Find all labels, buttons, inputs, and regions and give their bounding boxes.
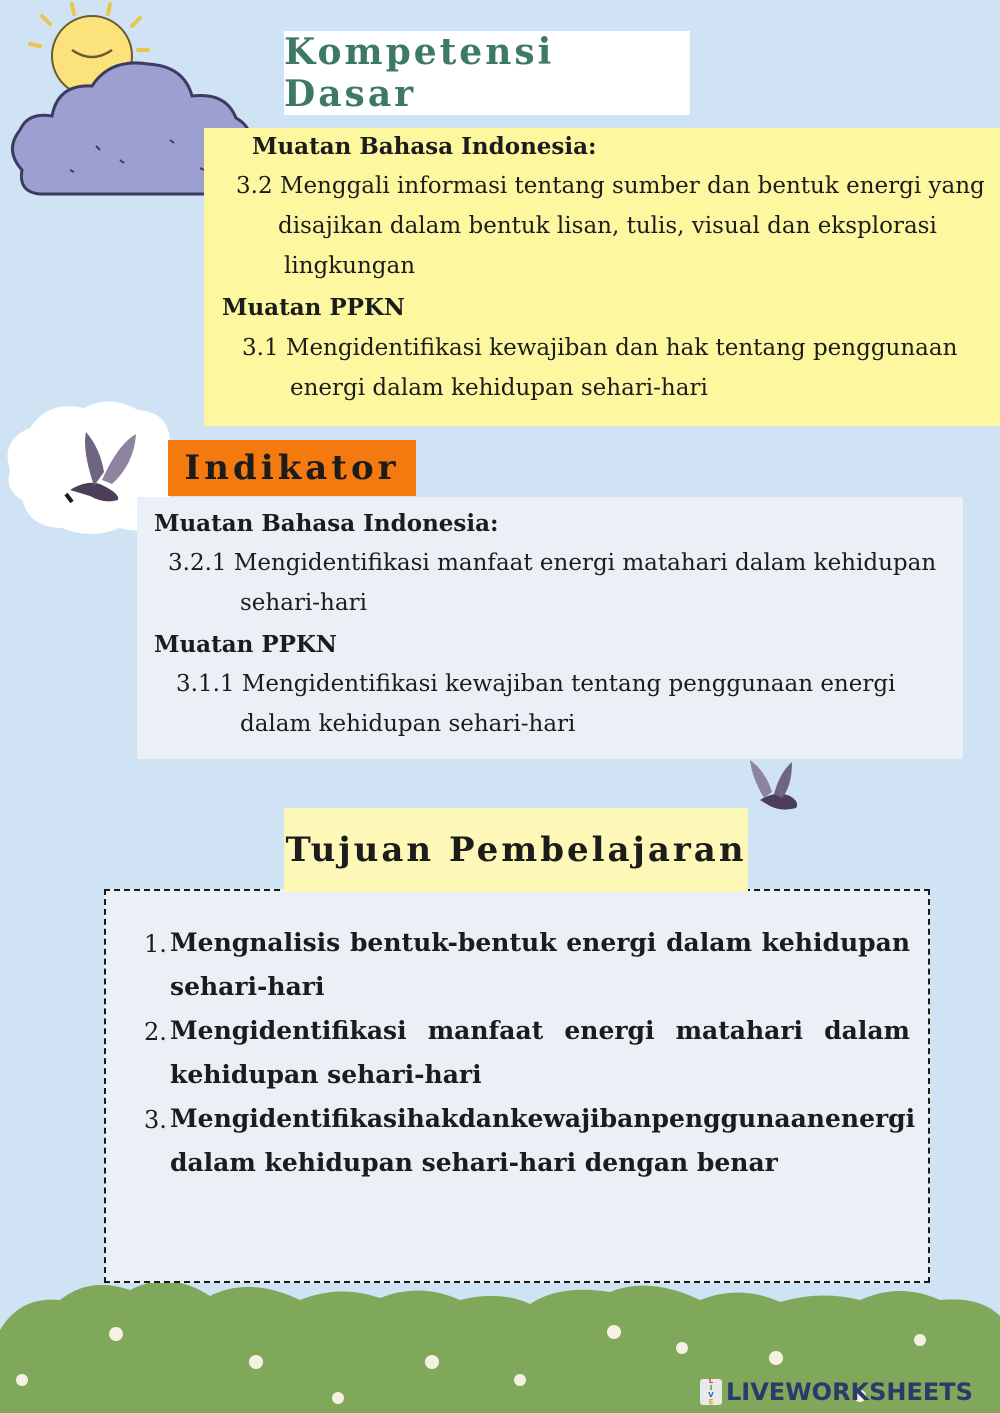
tujuan-item-line: kehidupan sehari-hari [170, 1060, 482, 1089]
tujuan-item-line: sehari-hari [170, 972, 325, 1001]
tujuan-word: Mengidentifikasi [170, 1016, 407, 1045]
tujuan-title: Tujuan Pembelajaran [285, 830, 747, 870]
tujuan-item-line [170, 928, 910, 957]
tujuan-word: energi [564, 1016, 655, 1045]
logo-badge-icon: L I V E [700, 1379, 722, 1405]
tujuan-item-number: 3. [144, 1106, 167, 1134]
tujuan-word: Mengnalisis [170, 928, 341, 957]
kompetensi-section1-heading: Muatan Bahasa Indonesia: [252, 133, 597, 160]
tujuan-word: energi [824, 1104, 916, 1133]
kompetensi-title: Kompetensi Dasar [284, 31, 555, 115]
kompetensi-title-box [284, 31, 690, 115]
indikator-title-box [168, 440, 416, 496]
tujuan-word: energi [566, 928, 657, 957]
indikator-item2-line: 3.1.1 Mengidentifikasi kewajiban tentang penggunaan energi [176, 671, 896, 697]
indikator-title: Indikator [184, 448, 400, 488]
tujuan-word: penggunaan [651, 1104, 825, 1133]
tujuan-word: kehidupan [761, 928, 910, 957]
tujuan-word: bentuk-bentuk [349, 928, 557, 957]
logo-text: LIVEWORKSHEETS [726, 1378, 973, 1406]
tujuan-word: Mengidentifikasi [170, 1104, 407, 1133]
kompetensi-item1-line: disajikan dalam bentuk lisan, tulis, visual dan eksplorasi [278, 213, 937, 239]
indikator-item1-line: sehari-hari [240, 590, 367, 616]
tujuan-item-line [170, 1016, 910, 1045]
tujuan-item-line [170, 1104, 916, 1133]
liveworksheets-logo[interactable] [700, 1378, 973, 1406]
tujuan-word: dalam [824, 1016, 910, 1045]
tujuan-word: hak [406, 1104, 459, 1133]
indikator-section1-heading: Muatan Bahasa Indonesia: [154, 510, 499, 537]
tujuan-item-line: dalam kehidupan sehari-hari dengan benar [170, 1148, 778, 1177]
indikator-item1-line: 3.2.1 Mengidentifikasi manfaat energi matahari dalam kehidupan [168, 550, 937, 576]
kompetensi-item1-line: lingkungan [284, 253, 416, 279]
tujuan-item-number: 1. [144, 930, 167, 958]
kompetensi-item1-line: 3.2 Menggali informasi tentang sumber dan bentuk energi yang [236, 173, 985, 199]
indikator-item2-line: dalam kehidupan sehari-hari [240, 711, 576, 737]
tujuan-title-box [284, 808, 748, 892]
tujuan-word: matahari [675, 1016, 804, 1045]
indikator-section2-heading: Muatan PPKN [154, 631, 337, 658]
tujuan-word: kewajiban [510, 1104, 652, 1133]
tujuan-word: manfaat [427, 1016, 544, 1045]
tujuan-word: dalam [666, 928, 752, 957]
kompetensi-section2-heading: Muatan PPKN [222, 294, 405, 321]
bird-icon [750, 760, 797, 810]
tujuan-word: dan [458, 1104, 511, 1133]
tujuan-item-number: 2. [144, 1018, 167, 1046]
kompetensi-item2-line: 3.1 Mengidentifikasi kewajiban dan hak tentang penggunaan [242, 335, 958, 361]
kompetensi-item2-line: energi dalam kehidupan sehari-hari [290, 375, 708, 401]
